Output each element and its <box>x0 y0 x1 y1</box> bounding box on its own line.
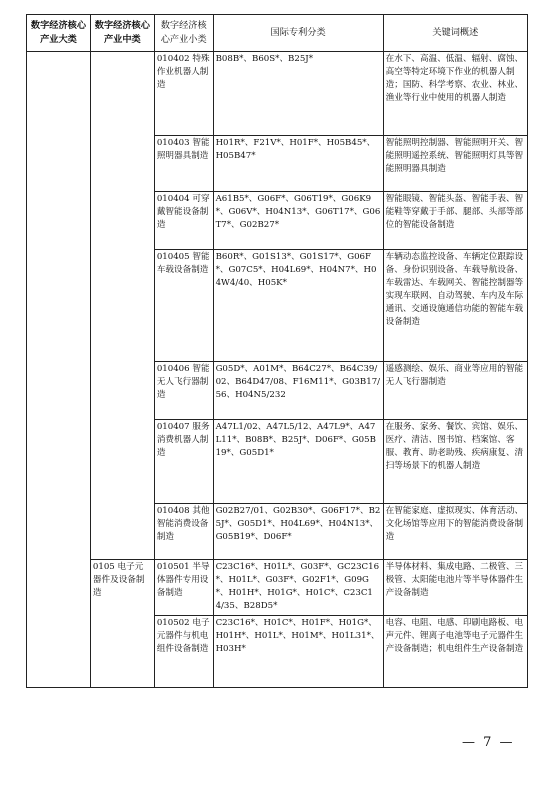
ipc-cell: A61B5*、G06F*、G06T19*、G06K9*、G06V*、H04N13*、G06T17*、G06T7*、G02B27* <box>213 192 383 250</box>
middle-category-cell: 0105 电子元器件及设备制造 <box>90 560 154 688</box>
ipc-cell: G05D*、A01M*、B64C27*、B64C39/02、B64D47/08、F16M11*、G03B17/56、H04N5/232 <box>213 362 383 420</box>
header-middle-category: 数字经济核心产业中类 <box>90 15 154 52</box>
sub-category-cell: 010407 服务消费机器人制造 <box>154 420 213 504</box>
header-keywords: 关键词概述 <box>383 15 527 52</box>
ipc-cell: G02B27/01、G02B30*、G06F17*、B25J*、G05D1*、H04L69*、H04N13*、G05B19*、D06F* <box>213 504 383 560</box>
major-category-cell <box>27 52 91 688</box>
sub-category-cell: 010403 智能照明器具制造 <box>154 136 213 192</box>
ipc-cell: H01R*、F21V*、H01F*、H05B45*、H05B47* <box>213 136 383 192</box>
ipc-cell: C23C16*、H01L*、G03F*、GC23C16*、H01L*、G03F*、G02F1*、G09G*、H01H*、H01G*、H01C*、C23C14/35、B28D5* <box>213 560 383 616</box>
ipc-cell: C23C16*、H01C*、H01F*、H01G*、H01H*、H01L*、H01M*、H01L31*、H03H* <box>213 616 383 688</box>
keywords-cell: 智能眼镜、智能头盔、智能手表、智能鞋等穿戴于手部、腿部、头部等部位的智能设备制造 <box>383 192 527 250</box>
keywords-cell: 在水下、高温、低温、辐射、腐蚀、高空等特定环境下作业的机器人制造；国防、科学考察、农业、林业、渔业等行业中使用的机器人制造 <box>383 52 527 136</box>
keywords-cell: 在服务、家务、餐饮、宾馆、娱乐、医疗、清洁、图书馆、档案馆、客服、教育、助老助残、疾病康复、清扫等场景下的机器人制造 <box>383 420 527 504</box>
page-number: — 7 — <box>462 735 515 750</box>
header-major-category: 数字经济核心产业大类 <box>27 15 91 52</box>
ipc-cell: B08B*、B60S*、B25J* <box>213 52 383 136</box>
keywords-cell: 车辆动态监控设备、车辆定位跟踪设备、身份识别设备、车载导航设备、车载雷达、车载网关、智能控制器等实现车联网、自动驾驶、车内及车际通讯、交通设施通信功能的智能车载设备制造 <box>383 250 527 362</box>
keywords-cell: 半导体材料、集成电路、二极管、三极管、太阳能电池片等半导体器件生产设备制造 <box>383 560 527 616</box>
keywords-cell: 电容、电阻、电感、印刷电路板、电声元件、锂离子电池等电子元器件生产设备制造；机电组件生产设备制造 <box>383 616 527 688</box>
keywords-cell: 遥感测绘、娱乐、商业等应用的智能无人飞行器制造 <box>383 362 527 420</box>
middle-category-cell <box>90 52 154 560</box>
header-ipc: 国际专利分类 <box>213 15 383 52</box>
sub-category-cell: 010502 电子元器件与机电组件设备制造 <box>154 616 213 688</box>
ipc-cell: B60R*、G01S13*、G01S17*、G06F*、G07C5*、H04L69*、H04N7*、H04W4/40、H05K* <box>213 250 383 362</box>
sub-category-cell: 010402 特殊作业机器人制造 <box>154 52 213 136</box>
ipc-cell: A47L1/02、A47L5/12、A47L9*、A47L11*、B08B*、B25J*、D06F*、G05B19*、G05D1* <box>213 420 383 504</box>
sub-category-cell: 010405 智能车载设备制造 <box>154 250 213 362</box>
sub-category-cell: 010406 智能无人飞行器制造 <box>154 362 213 420</box>
header-sub-category: 数字经济核心产业小类 <box>154 15 213 52</box>
sub-category-cell: 010501 半导体器件专用设备制造 <box>154 560 213 616</box>
keywords-cell: 在智能家庭、虚拟现实、体育活动、文化场馆等应用下的智能消费设备制造 <box>383 504 527 560</box>
sub-category-cell: 010408 其他智能消费设备制造 <box>154 504 213 560</box>
table-row <box>27 52 528 136</box>
keywords-cell: 智能照明控制器、智能照明开关、智能照明遥控系统、智能照明灯具等智能照明器具制造 <box>383 136 527 192</box>
table-row <box>27 560 528 616</box>
table-header-row <box>27 15 528 52</box>
sub-category-cell: 010404 可穿戴智能设备制造 <box>154 192 213 250</box>
industry-classification-table <box>26 14 528 688</box>
